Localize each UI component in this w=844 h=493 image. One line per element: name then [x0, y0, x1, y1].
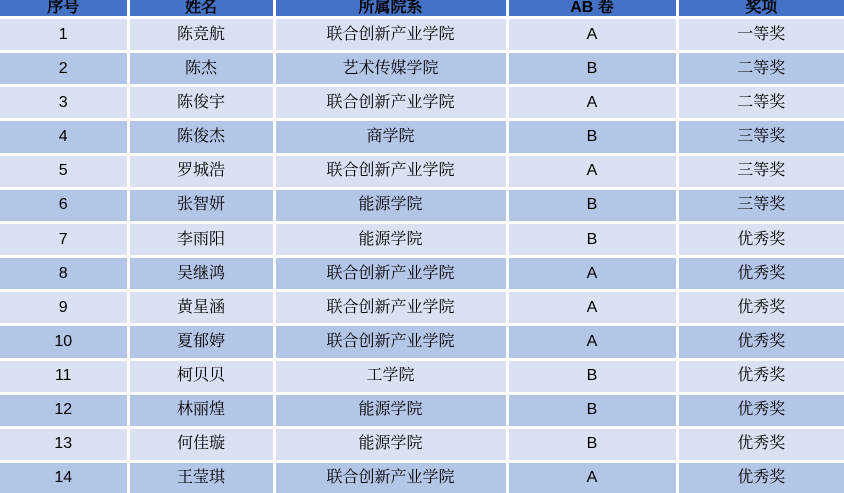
cell-department[interactable]: 艺术传媒学院 [274, 52, 507, 86]
table-row [0, 393, 844, 427]
table-row [0, 18, 844, 52]
cell-department[interactable]: 联合创新产业学院 [274, 325, 507, 359]
cell-index[interactable]: 2 [0, 52, 128, 86]
cell-department[interactable]: 能源学院 [274, 427, 507, 461]
cell-award[interactable]: 优秀奖 [677, 222, 844, 256]
cell-department[interactable]: 联合创新产业学院 [274, 462, 507, 493]
cell-award[interactable]: 二等奖 [677, 52, 844, 86]
table-row [0, 462, 844, 493]
cell-name[interactable]: 陈杰 [128, 52, 274, 86]
cell-index[interactable]: 13 [0, 427, 128, 461]
cell-paper[interactable]: A [507, 86, 677, 120]
cell-name[interactable]: 罗城浩 [128, 154, 274, 188]
cell-department[interactable]: 联合创新产业学院 [274, 291, 507, 325]
cell-department[interactable]: 工学院 [274, 359, 507, 393]
table-row [0, 325, 844, 359]
cell-paper[interactable]: B [507, 393, 677, 427]
cell-award[interactable]: 优秀奖 [677, 325, 844, 359]
cell-index[interactable]: 12 [0, 393, 128, 427]
header-row [0, 0, 844, 18]
table-row [0, 427, 844, 461]
cell-award[interactable]: 三等奖 [677, 120, 844, 154]
cell-index[interactable]: 5 [0, 154, 128, 188]
cell-award[interactable]: 优秀奖 [677, 359, 844, 393]
cell-paper[interactable]: A [507, 257, 677, 291]
table-row [0, 257, 844, 291]
cell-name[interactable]: 林丽煌 [128, 393, 274, 427]
cell-award[interactable]: 优秀奖 [677, 427, 844, 461]
cell-name[interactable]: 张智妍 [128, 188, 274, 222]
cell-award[interactable]: 三等奖 [677, 188, 844, 222]
cell-paper[interactable]: B [507, 52, 677, 86]
cell-department[interactable]: 联合创新产业学院 [274, 86, 507, 120]
cell-index[interactable]: 7 [0, 222, 128, 256]
cell-paper[interactable]: B [507, 427, 677, 461]
cell-name[interactable]: 陈俊宇 [128, 86, 274, 120]
cell-award[interactable]: 优秀奖 [677, 462, 844, 493]
cell-paper[interactable]: A [507, 462, 677, 493]
cell-paper[interactable]: B [507, 120, 677, 154]
cell-name[interactable]: 李雨阳 [128, 222, 274, 256]
cell-name[interactable]: 何佳璇 [128, 427, 274, 461]
cell-name[interactable]: 吴继鸿 [128, 257, 274, 291]
cell-department[interactable]: 能源学院 [274, 188, 507, 222]
cell-department[interactable]: 能源学院 [274, 222, 507, 256]
cell-department[interactable]: 联合创新产业学院 [274, 154, 507, 188]
cell-name[interactable]: 夏郁婷 [128, 325, 274, 359]
cell-department[interactable]: 联合创新产业学院 [274, 257, 507, 291]
cell-award[interactable]: 优秀奖 [677, 291, 844, 325]
cell-award[interactable]: 优秀奖 [677, 257, 844, 291]
cell-department[interactable]: 联合创新产业学院 [274, 18, 507, 52]
table-row [0, 222, 844, 256]
table-row [0, 52, 844, 86]
cell-award[interactable]: 三等奖 [677, 154, 844, 188]
cell-award[interactable]: 一等奖 [677, 18, 844, 52]
cell-department[interactable]: 能源学院 [274, 393, 507, 427]
column-header-department[interactable]: 所属院系 [274, 0, 507, 18]
cell-department[interactable]: 商学院 [274, 120, 507, 154]
cell-paper[interactable]: B [507, 222, 677, 256]
cell-name[interactable]: 陈俊杰 [128, 120, 274, 154]
column-header-paper[interactable]: AB 卷 [507, 0, 677, 18]
cell-award[interactable]: 优秀奖 [677, 393, 844, 427]
cell-index[interactable]: 4 [0, 120, 128, 154]
cell-name[interactable]: 王莹琪 [128, 462, 274, 493]
cell-paper[interactable]: A [507, 291, 677, 325]
table-body [0, 18, 844, 493]
cell-index[interactable]: 10 [0, 325, 128, 359]
cell-paper[interactable]: A [507, 154, 677, 188]
cell-index[interactable]: 8 [0, 257, 128, 291]
cell-paper[interactable]: A [507, 18, 677, 52]
column-header-name[interactable]: 姓名 [128, 0, 274, 18]
cell-paper[interactable]: B [507, 188, 677, 222]
cell-name[interactable]: 柯贝贝 [128, 359, 274, 393]
table-row [0, 359, 844, 393]
cell-index[interactable]: 14 [0, 462, 128, 493]
table-row [0, 154, 844, 188]
cell-award[interactable]: 二等奖 [677, 86, 844, 120]
cell-index[interactable]: 3 [0, 86, 128, 120]
table-header [0, 0, 844, 18]
cell-paper[interactable]: B [507, 359, 677, 393]
cell-name[interactable]: 黄星涵 [128, 291, 274, 325]
column-header-index[interactable]: 序号 [0, 0, 128, 18]
table-row [0, 188, 844, 222]
cell-index[interactable]: 6 [0, 188, 128, 222]
cell-paper[interactable]: A [507, 325, 677, 359]
column-header-award[interactable]: 奖项 [677, 0, 844, 18]
cell-name[interactable]: 陈竞航 [128, 18, 274, 52]
table-row [0, 291, 844, 325]
cell-index[interactable]: 11 [0, 359, 128, 393]
table-row [0, 86, 844, 120]
table-row [0, 120, 844, 154]
cell-index[interactable]: 9 [0, 291, 128, 325]
cell-index[interactable]: 1 [0, 18, 128, 52]
